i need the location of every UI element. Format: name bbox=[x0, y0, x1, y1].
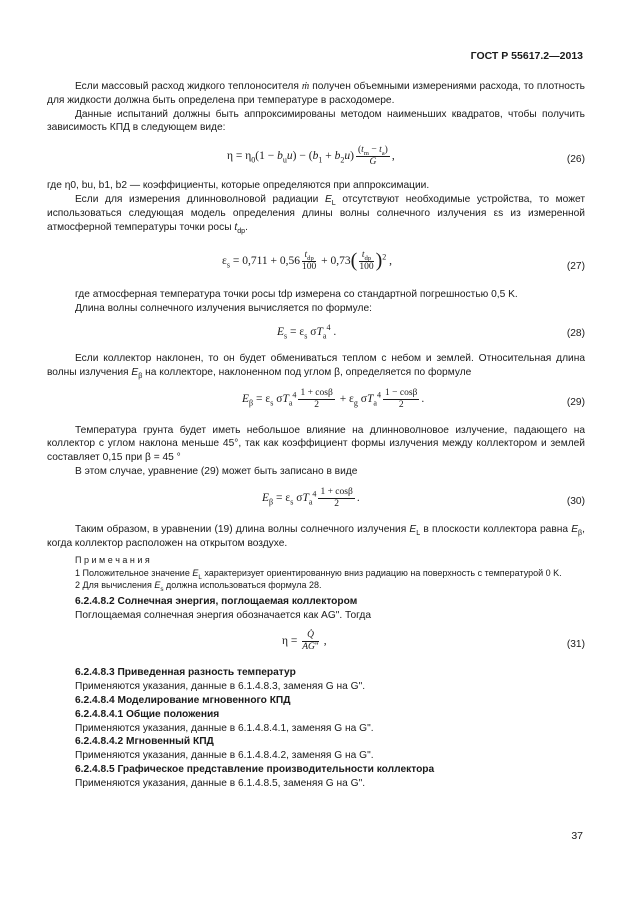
section-heading-6-2-4-8-4: 6.2.4.8.4 Моделирование мгновенного КПД bbox=[75, 695, 291, 707]
equation-number-27: (27) bbox=[566, 261, 585, 273]
mass-flow-symbol: ṁ bbox=[301, 81, 310, 92]
formula-26: $\eta = \eta_0(1 - b_uu) - (b_1 + b_2u)$ $\frac{(t_m - t_a)}{G}$ , bbox=[227, 145, 395, 168]
paragraph-coefficients: где η0, bu, b1, b2 — коэффициенты, которые определяются при аппроксимации. bbox=[47, 180, 430, 192]
equation-28 bbox=[47, 322, 585, 348]
paragraph-case: В этом случае, уравнение (29) может быть записано в виде bbox=[75, 465, 358, 477]
equation-number-31: (31) bbox=[566, 639, 585, 651]
formula-30: $E_\beta = \varepsilon_s$ $\sigma T_a^4$ $\frac{1 + \cos\beta}{2}$ . bbox=[262, 486, 360, 509]
section-heading-6-2-4-8-4-1: 6.2.4.8.4.1 Общие положения bbox=[75, 708, 220, 720]
section-heading-6-2-4-8-5: 6.2.4.8.5 Графическое представление производительности коллектора bbox=[75, 764, 435, 776]
section-heading-6-2-4-8-2: 6.2.4.8.2 Солнечная энергия, поглощаемая коллектором bbox=[75, 595, 358, 607]
equation-30 bbox=[47, 487, 585, 517]
equation-26 bbox=[47, 145, 585, 175]
document-code: ГОСТ Р 55617.2—2013 bbox=[470, 50, 583, 62]
paragraph-conclusion: Таким образом, в уравнении (19) длина волны солнечного излучения $E_L$ в плоскости коллектора равна $E_\beta$, когда коллектор расположен на открытом воздухе. bbox=[47, 523, 585, 549]
notes-block bbox=[47, 554, 585, 592]
formula-27: $\varepsilon_s = 0,711 + 0,56$ $t_{dp}$ 100 + 0,73( $t_{dp}$ 100 )$^2$ , bbox=[222, 249, 393, 273]
equation-number-26: (26) bbox=[566, 154, 585, 166]
note-2: 2 Для вычисления $E_s$ должна использоваться формула 28. bbox=[75, 580, 322, 594]
page-content bbox=[47, 80, 585, 791]
paragraph-dewpoint: где атмосферная температура точки росы tdp измерена со стандартной погрешностью 0,5 K. bbox=[75, 289, 518, 301]
equation-31 bbox=[47, 628, 585, 662]
equation-number-29: (29) bbox=[566, 396, 585, 408]
page-number: 37 bbox=[571, 830, 583, 842]
paragraph-6-2-4-8-4-1: Применяются указания, данные в 6.1.4.8.4.1, заменяя G на G". bbox=[75, 722, 374, 734]
section-heading-6-2-4-8-4-2: 6.2.4.8.4.2 Мгновенный КПД bbox=[75, 736, 214, 748]
section-heading-6-2-4-8-3: 6.2.4.8.3 Приведенная разность температур bbox=[75, 667, 296, 679]
paragraph-least-squares: Данные испытаний должны быть аппроксимированы методом наименьших квадратов, чтобы получить зависимость КПД в следующем виде: bbox=[47, 108, 585, 134]
note-1: 1 Положительное значение $E_L$ характеризует ориентированную вниз радиацию на поверхность с температурой 0 K. bbox=[75, 567, 562, 581]
formula-31: η = $\frac{Q̇}{AG"}$ , bbox=[282, 630, 327, 653]
paragraph-formula-intro: Длина волны солнечного излучения вычисляется по формуле: bbox=[75, 303, 372, 315]
paragraph-mass-flow: Если массовый расход жидкого теплоносителя ṁ получен объемными измерениями расхода, то плотность для жидкости должна быть определена при температуре в расходомере. bbox=[47, 81, 585, 106]
equation-number-28: (28) bbox=[566, 327, 585, 339]
paragraph-absorbed: Поглощаемая солнечная энергия обозначается как AG". Тогда bbox=[75, 609, 372, 621]
equation-29 bbox=[47, 388, 585, 418]
paragraph-ground-temp: Температура грунта будет иметь небольшое влияние на длинноволновое излучение, падающего на коллектор с углом наклона меньше 45°, так как коэффициент формы излучения между коллектором и землей составляет 0,15 при β = 45 ° bbox=[47, 424, 585, 464]
formula-28: $E_s = \varepsilon_s$ $\sigma T_a^4$ . bbox=[277, 323, 337, 341]
paragraph-longwave: Если для измерения длинноволновой радиации $E_L$ отсутствуют необходимые устройства, то может использоваться следующая модель определения длины волны солнечного излучения εs из измеренной атмосферной температуры точки росы $t_{dp}$. bbox=[47, 193, 585, 235]
paragraph-tilted: Если коллектор наклонен, то он будет обмениваться теплом с небом и землей. Относительная длина волны излучения $E_\beta$ на коллекторе, наклоненном под углом β, определяется по формуле bbox=[47, 352, 585, 380]
notes-title: П р и м е ч а н и я bbox=[75, 555, 150, 566]
formula-29: $E_\beta = \varepsilon_s$ $\sigma T_a^4$ $\frac{1 + \cos\beta}{2}$ + $\varepsilon_g$ $\sigma T_a^4$ $\frac{1 - \cos\beta}{2}$ . bbox=[242, 387, 425, 410]
equation-number-30: (30) bbox=[566, 495, 585, 507]
paragraph-6-2-4-8-4-2: Применяются указания, данные в 6.1.4.8.4.2, заменяя G на G". bbox=[75, 750, 374, 762]
paragraph-6-2-4-8-3: Применяются указания, данные в 6.1.4.8.3, заменяя G на G". bbox=[75, 681, 366, 693]
paragraph-6-2-4-8-5: Применяются указания, данные в 6.1.4.8.5, заменяя G на G". bbox=[75, 777, 366, 789]
equation-27 bbox=[47, 248, 585, 282]
